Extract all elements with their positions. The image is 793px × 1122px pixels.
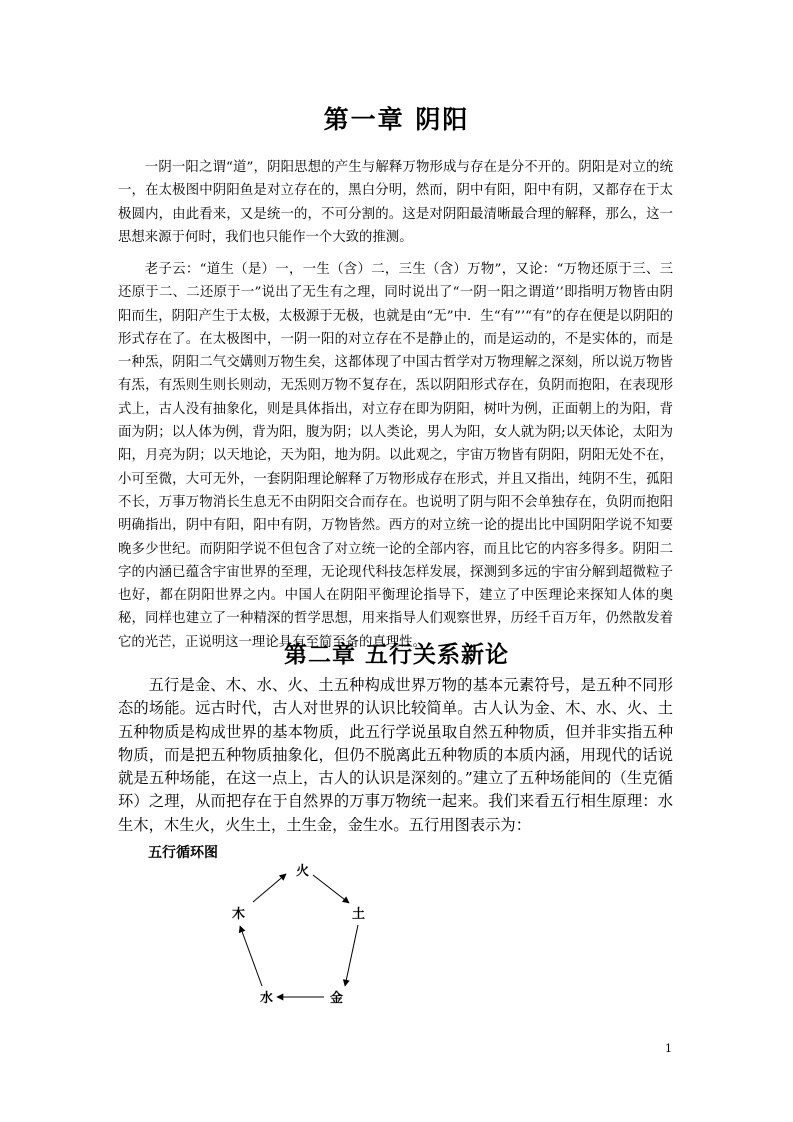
node-fire: 火 <box>296 864 310 879</box>
chapter-1-title: 第一章 阴阳 <box>323 105 470 134</box>
page-number: 1 <box>665 1042 672 1055</box>
arrow-wood-to-fire <box>253 874 286 902</box>
chapter-2-title: 第二章 五行关系新论 <box>283 642 509 668</box>
five-elements-cycle-diagram <box>200 855 420 1025</box>
node-water: 水 <box>260 991 274 1006</box>
node-earth: 土 <box>352 907 366 922</box>
chapter-1-paragraph-1: 一阴一阳之谓“道”，阴阳思想的产生与解释万物形成与存在是分不开的。阴阳是对立的统一，在太极图中阴阳鱼是对立存在的，黑白分明，然而，阴中有阳，阳中有阴，又都存在于太极圆内，由此看来，又是统一的，不可分割的。这是对阴阳最清晰最合理的解释，那么，这一思想来源于何时，我们也只能作一个大致的推测。 <box>118 160 673 245</box>
arrow-earth-to-metal <box>345 925 358 986</box>
five-elements-cycle-heading: 五行循环图 <box>148 845 218 861</box>
arrow-fire-to-earth <box>313 875 349 903</box>
node-metal: 金 <box>330 991 344 1006</box>
chapter-2-paragraph: 五行是金、木、水、火、土五种构成世界万物的基本元素符号，是五种不同形态的场能。远古时代，古人对世界的认识比较简单。古人认为金、木、水、火、土五种物质是构成世界的基本物质，此五行学说虽取自然五种物质，但并非实指五种物质，而是把五种物质抽象化，但仍不脱离此五种物质的本质内涵，用现代的话说就是五种场能，在这一点上，古人的认识是深刻的。”建立了五种场能间的（生克循环）之理，从而把存在于自然界的万事万物统一起来。我们来看五行相生原理：水生木，木生火，火生土，土生金，金生水。五行用图表示为： <box>118 676 673 834</box>
arrow-water-to-wood <box>240 926 262 986</box>
chapter-1-paragraph-2: 老子云：“道生（是）一，一生（含）二，三生（含）万物”，又论：“万物还原于三、三还原于二、二还原于一”说出了无生有之理，同时说出了“一阴一阳之谓道’’即指明万物皆由阴阳而生，阴阳产生于太极，太极源于无极，也就是由“无”中．生“有”’“有”的存在便是以阴阳的形式存在了。在太极图中，一阴一阳的对立存在不是静止的，而是运动的，不是实体的，而是一种炁，阴阳二气交媾则万物生矣，这都体现了中国古哲学对万物理解之深刻，所以说万物皆有炁，有炁则生则长则动，无炁则万物不复存在，炁以阴阳形式存在，负阴而抱阳，在表现形式上，古人没有抽象化，则是具体指出，对立存在即为阴阳，树叶为例，正面朝上的为阳，背面为阴；以人体为例，背为阳，腹为阴；以人类论，男人为阳，女人就为阴;以天体论，太阳为阳，月亮为阴；以天地论，天为阳，地为阴。以此观之，宇宙万物皆有阴阳，阴阳无处不在，小可至微，大可无外，一套阴阳理论解释了万物形成存在形式，并且又指出，纯阴不生，孤阳不长，万事万物消长生息无不由阴阳交合而存在。也说明了阴与阳不会单独存在，负阴而抱阳明确指出，阴中有阳，阳中有阴，万物皆然。西方的对立统一论的提出比中国阴阳学说不知要晚多少世纪。而阴阳学说不但包含了对立统一论的全部内容，而且比它的内容多得多。阴阳二字的内涵已蕴含宇宙世界的至理，无论现代科技怎样发展，探测到多远的宇宙分解到超微粒子也好，都在阴阳世界之内。中国人在阴阳平衡理论指导下，建立了中医理论来探知人体的奥秘，同样也建立了一种精深的哲学思想，用来指导人们观察世界，历经千百万年，仍然散发着它的光芒，正说明这一理论具有至简至备的真理性。 <box>118 262 673 650</box>
node-wood: 木 <box>232 907 246 922</box>
